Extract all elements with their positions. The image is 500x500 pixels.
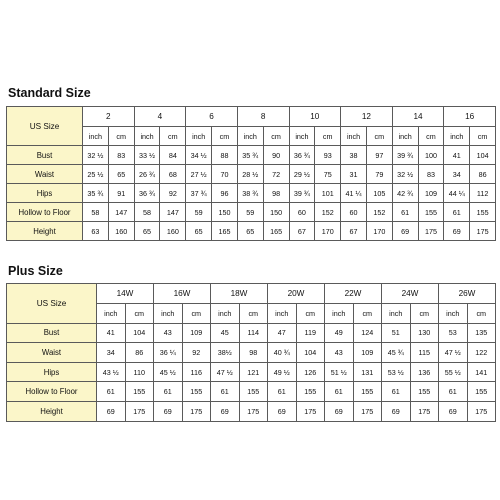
unit-inch-cell: inch <box>439 304 468 324</box>
measurement-value-cell: 38½ <box>211 343 240 363</box>
measurement-value-cell: 152 <box>315 203 341 222</box>
measurement-value-cell: 69 <box>382 401 411 421</box>
measurement-value-cell: 63 <box>83 222 109 241</box>
measurement-label-cell: Height <box>7 222 83 241</box>
measurement-value-cell: 86 <box>470 165 496 184</box>
measurement-value-cell: 26 ¾ <box>134 165 160 184</box>
measurement-value-cell: 175 <box>353 401 382 421</box>
unit-cm-cell: cm <box>125 304 154 324</box>
measurement-value-cell: 86 <box>125 343 154 363</box>
size-header-cell: 22W <box>325 284 382 304</box>
measurement-value-cell: 92 <box>182 343 211 363</box>
size-header-cell: 12 <box>341 107 393 127</box>
measurement-value-cell: 105 <box>366 184 392 203</box>
measurement-value-cell: 59 <box>237 203 263 222</box>
unit-inch-cell: inch <box>341 127 367 146</box>
measurement-label-cell: Waist <box>7 343 97 363</box>
unit-inch-cell: inch <box>325 304 354 324</box>
measurement-value-cell: 29 ½ <box>289 165 315 184</box>
measurement-value-cell: 155 <box>182 382 211 402</box>
measurement-value-cell: 45 <box>211 323 240 343</box>
measurement-value-cell: 69 <box>325 401 354 421</box>
size-header-cell: 2 <box>83 107 135 127</box>
measurement-value-cell: 79 <box>366 165 392 184</box>
measurement-value-cell: 58 <box>134 203 160 222</box>
measurement-value-cell: 124 <box>353 323 382 343</box>
measurement-value-cell: 47 ½ <box>211 362 240 382</box>
measurement-value-cell: 41 ¼ <box>341 184 367 203</box>
size-header-cell: 14W <box>97 284 154 304</box>
measurement-value-cell: 101 <box>315 184 341 203</box>
measurement-value-cell: 175 <box>467 401 496 421</box>
measurement-value-cell: 72 <box>263 165 289 184</box>
unit-inch-cell: inch <box>154 304 183 324</box>
measurement-value-cell: 116 <box>182 362 211 382</box>
unit-cm-cell: cm <box>182 304 211 324</box>
measurement-value-cell: 150 <box>263 203 289 222</box>
measurement-value-cell: 49 ½ <box>268 362 297 382</box>
measurement-value-cell: 34 ½ <box>186 146 212 165</box>
measurement-value-cell: 42 ¾ <box>392 184 418 203</box>
measurement-value-cell: 155 <box>125 382 154 402</box>
size-label-cell: US Size <box>7 284 97 324</box>
measurement-value-cell: 61 <box>97 382 126 402</box>
unit-cm-cell: cm <box>366 127 392 146</box>
size-header-cell: 16 <box>444 107 496 127</box>
measurement-label-cell: Hollow to Floor <box>7 203 83 222</box>
measurement-value-cell: 98 <box>239 343 268 363</box>
unit-cm-cell: cm <box>263 127 289 146</box>
measurement-value-cell: 65 <box>186 222 212 241</box>
measurement-value-cell: 61 <box>439 382 468 402</box>
measurement-value-cell: 175 <box>125 401 154 421</box>
unit-cm-cell: cm <box>353 304 382 324</box>
measurement-value-cell: 110 <box>125 362 154 382</box>
measurement-value-cell: 25 ½ <box>83 165 109 184</box>
measurement-value-cell: 155 <box>418 203 444 222</box>
measurement-value-cell: 65 <box>237 222 263 241</box>
measurement-value-cell: 83 <box>418 165 444 184</box>
measurement-value-cell: 152 <box>366 203 392 222</box>
measurement-row <box>7 165 496 184</box>
unit-inch-cell: inch <box>83 127 109 146</box>
measurement-value-cell: 32 ½ <box>392 165 418 184</box>
unit-inch-cell: inch <box>268 304 297 324</box>
measurement-value-cell: 31 <box>341 165 367 184</box>
measurement-value-cell: 61 <box>268 382 297 402</box>
measurement-value-cell: 45 ¾ <box>382 343 411 363</box>
measurement-value-cell: 175 <box>470 222 496 241</box>
measurement-value-cell: 61 <box>382 382 411 402</box>
size-header-row <box>7 284 496 304</box>
measurement-value-cell: 47 ½ <box>439 343 468 363</box>
size-header-cell: 18W <box>211 284 268 304</box>
unit-inch-cell: inch <box>211 304 240 324</box>
measurement-value-cell: 130 <box>410 323 439 343</box>
measurement-value-cell: 38 <box>341 146 367 165</box>
measurement-value-cell: 65 <box>108 165 134 184</box>
measurement-row <box>7 323 496 343</box>
measurement-label-cell: Waist <box>7 165 83 184</box>
measurement-value-cell: 165 <box>263 222 289 241</box>
measurement-value-cell: 100 <box>418 146 444 165</box>
measurement-value-cell: 155 <box>410 382 439 402</box>
measurement-value-cell: 175 <box>418 222 444 241</box>
measurement-label-cell: Hips <box>7 362 97 382</box>
unit-cm-cell: cm <box>296 304 325 324</box>
measurement-value-cell: 155 <box>353 382 382 402</box>
measurement-value-cell: 175 <box>239 401 268 421</box>
measurement-value-cell: 175 <box>296 401 325 421</box>
measurement-value-cell: 69 <box>439 401 468 421</box>
measurement-value-cell: 41 <box>444 146 470 165</box>
measurement-value-cell: 39 ¾ <box>392 146 418 165</box>
measurement-value-cell: 160 <box>108 222 134 241</box>
measurement-value-cell: 55 ½ <box>439 362 468 382</box>
measurement-value-cell: 36 ¾ <box>134 184 160 203</box>
measurement-value-cell: 60 <box>341 203 367 222</box>
unit-inch-cell: inch <box>237 127 263 146</box>
measurement-value-cell: 33 ½ <box>134 146 160 165</box>
measurement-value-cell: 40 ¾ <box>268 343 297 363</box>
measurement-value-cell: 147 <box>160 203 186 222</box>
unit-cm-cell: cm <box>410 304 439 324</box>
unit-inch-cell: inch <box>289 127 315 146</box>
measurement-value-cell: 34 <box>97 343 126 363</box>
measurement-value-cell: 75 <box>315 165 341 184</box>
measurement-value-cell: 70 <box>212 165 238 184</box>
measurement-value-cell: 155 <box>467 382 496 402</box>
measurement-value-cell: 68 <box>160 165 186 184</box>
measurement-value-cell: 61 <box>211 382 240 402</box>
measurement-value-cell: 112 <box>470 184 496 203</box>
size-header-cell: 4 <box>134 107 186 127</box>
unit-inch-cell: inch <box>186 127 212 146</box>
size-header-cell: 16W <box>154 284 211 304</box>
measurement-value-cell: 35 ¾ <box>83 184 109 203</box>
measurement-value-cell: 104 <box>296 343 325 363</box>
measurement-value-cell: 115 <box>410 343 439 363</box>
unit-cm-cell: cm <box>467 304 496 324</box>
measurement-value-cell: 109 <box>182 323 211 343</box>
size-header-cell: 20W <box>268 284 325 304</box>
measurement-value-cell: 61 <box>154 382 183 402</box>
measurement-value-cell: 58 <box>83 203 109 222</box>
measurement-row <box>7 203 496 222</box>
measurement-value-cell: 35 ¾ <box>237 146 263 165</box>
unit-cm-cell: cm <box>418 127 444 146</box>
measurement-value-cell: 27 ½ <box>186 165 212 184</box>
unit-inch-cell: inch <box>97 304 126 324</box>
unit-cm-cell: cm <box>160 127 186 146</box>
measurement-value-cell: 98 <box>263 184 289 203</box>
measurement-label-cell: Bust <box>7 323 97 343</box>
unit-cm-cell: cm <box>239 304 268 324</box>
measurement-value-cell: 121 <box>239 362 268 382</box>
measurement-value-cell: 61 <box>325 382 354 402</box>
measurement-value-cell: 38 ¾ <box>237 184 263 203</box>
measurement-value-cell: 44 ¼ <box>444 184 470 203</box>
measurement-value-cell: 160 <box>160 222 186 241</box>
measurement-value-cell: 32 ½ <box>83 146 109 165</box>
measurement-label-cell: Bust <box>7 146 83 165</box>
measurement-value-cell: 135 <box>467 323 496 343</box>
measurement-value-cell: 136 <box>410 362 439 382</box>
measurement-value-cell: 126 <box>296 362 325 382</box>
standard-size-table <box>6 106 496 241</box>
measurement-value-cell: 53 ½ <box>382 362 411 382</box>
unit-inch-cell: inch <box>392 127 418 146</box>
measurement-value-cell: 141 <box>467 362 496 382</box>
measurement-value-cell: 88 <box>212 146 238 165</box>
measurement-value-cell: 104 <box>125 323 154 343</box>
measurement-value-cell: 34 <box>444 165 470 184</box>
measurement-row <box>7 382 496 402</box>
measurement-value-cell: 37 ¾ <box>186 184 212 203</box>
size-header-cell: 8 <box>237 107 289 127</box>
measurement-value-cell: 69 <box>392 222 418 241</box>
measurement-value-cell: 36 ¾ <box>289 146 315 165</box>
size-header-row <box>7 107 496 127</box>
measurement-value-cell: 114 <box>239 323 268 343</box>
measurement-value-cell: 28 ½ <box>237 165 263 184</box>
measurement-value-cell: 43 ½ <box>97 362 126 382</box>
measurement-value-cell: 65 <box>134 222 160 241</box>
measurement-label-cell: Hips <box>7 184 83 203</box>
measurement-value-cell: 170 <box>315 222 341 241</box>
measurement-row <box>7 146 496 165</box>
measurement-value-cell: 45 ½ <box>154 362 183 382</box>
measurement-value-cell: 122 <box>467 343 496 363</box>
measurement-value-cell: 59 <box>186 203 212 222</box>
unit-cm-cell: cm <box>108 127 134 146</box>
measurement-value-cell: 119 <box>296 323 325 343</box>
measurement-value-cell: 51 ½ <box>325 362 354 382</box>
measurement-value-cell: 60 <box>289 203 315 222</box>
unit-inch-cell: inch <box>444 127 470 146</box>
measurement-value-cell: 93 <box>315 146 341 165</box>
measurement-value-cell: 165 <box>212 222 238 241</box>
measurement-value-cell: 155 <box>296 382 325 402</box>
measurement-value-cell: 92 <box>160 184 186 203</box>
measurement-value-cell: 47 <box>268 323 297 343</box>
measurement-value-cell: 91 <box>108 184 134 203</box>
unit-inch-cell: inch <box>382 304 411 324</box>
measurement-value-cell: 90 <box>263 146 289 165</box>
measurement-value-cell: 53 <box>439 323 468 343</box>
unit-cm-cell: cm <box>315 127 341 146</box>
measurement-value-cell: 49 <box>325 323 354 343</box>
measurement-row <box>7 184 496 203</box>
size-header-cell: 26W <box>439 284 496 304</box>
measurement-value-cell: 109 <box>353 343 382 363</box>
measurement-value-cell: 69 <box>444 222 470 241</box>
measurement-value-cell: 69 <box>211 401 240 421</box>
measurement-value-cell: 69 <box>268 401 297 421</box>
unit-inch-cell: inch <box>134 127 160 146</box>
size-label-cell: US Size <box>7 107 83 146</box>
standard-size-title: Standard Size <box>8 86 91 100</box>
measurement-value-cell: 39 ¾ <box>289 184 315 203</box>
plus-size-table <box>6 283 496 422</box>
measurement-value-cell: 155 <box>239 382 268 402</box>
measurement-value-cell: 51 <box>382 323 411 343</box>
size-header-cell: 6 <box>186 107 238 127</box>
plus-size-title: Plus Size <box>8 264 63 278</box>
unit-cm-cell: cm <box>470 127 496 146</box>
measurement-row <box>7 362 496 382</box>
measurement-value-cell: 97 <box>366 146 392 165</box>
measurement-label-cell: Hollow to Floor <box>7 382 97 402</box>
measurement-value-cell: 61 <box>444 203 470 222</box>
measurement-value-cell: 67 <box>341 222 367 241</box>
measurement-value-cell: 41 <box>97 323 126 343</box>
measurement-value-cell: 43 <box>154 323 183 343</box>
measurement-value-cell: 170 <box>366 222 392 241</box>
measurement-value-cell: 109 <box>418 184 444 203</box>
measurement-value-cell: 61 <box>392 203 418 222</box>
measurement-value-cell: 175 <box>410 401 439 421</box>
size-header-cell: 10 <box>289 107 341 127</box>
measurement-value-cell: 96 <box>212 184 238 203</box>
measurement-value-cell: 67 <box>289 222 315 241</box>
measurement-value-cell: 69 <box>154 401 183 421</box>
unit-cm-cell: cm <box>212 127 238 146</box>
measurement-value-cell: 150 <box>212 203 238 222</box>
measurement-label-cell: Height <box>7 401 97 421</box>
size-header-cell: 14 <box>392 107 444 127</box>
measurement-row <box>7 222 496 241</box>
measurement-value-cell: 104 <box>470 146 496 165</box>
size-header-cell: 24W <box>382 284 439 304</box>
measurement-value-cell: 69 <box>97 401 126 421</box>
measurement-value-cell: 155 <box>470 203 496 222</box>
measurement-value-cell: 83 <box>108 146 134 165</box>
measurement-row <box>7 401 496 421</box>
measurement-row <box>7 343 496 363</box>
measurement-value-cell: 43 <box>325 343 354 363</box>
measurement-value-cell: 36 ¼ <box>154 343 183 363</box>
measurement-value-cell: 175 <box>182 401 211 421</box>
measurement-value-cell: 147 <box>108 203 134 222</box>
measurement-value-cell: 84 <box>160 146 186 165</box>
measurement-value-cell: 131 <box>353 362 382 382</box>
